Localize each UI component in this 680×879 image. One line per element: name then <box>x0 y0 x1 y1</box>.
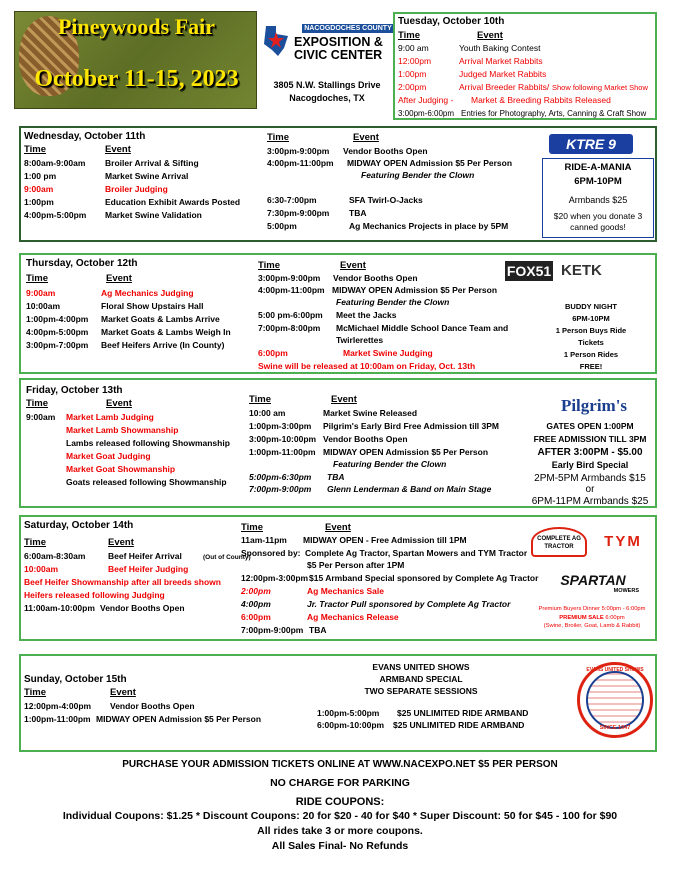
row-event: MIDWAY OPEN Admission $5 Per Person <box>332 285 498 295</box>
row-time: 12:00pm-4:00pm <box>24 701 92 711</box>
event-header: Event <box>106 273 132 284</box>
row-event: Market Swine Validation <box>105 210 202 220</box>
row-time: 6:00pm <box>258 348 288 358</box>
pilgrims-line: Early Bird Special <box>551 460 629 470</box>
row-event: TBA <box>309 625 327 635</box>
row-time: 9:00am <box>24 184 54 194</box>
pilgrims-line: FREE ADMISSION TILL 3PM <box>533 434 647 444</box>
row-event: Jr. Tractor Pull sponsored by Complete Ag Tractor <box>307 599 511 609</box>
row-event: TBA <box>349 208 367 218</box>
tuesday-section <box>393 12 657 120</box>
tuesday-event-header: Event <box>477 30 503 41</box>
ride-a-mania-hours: 6PM-10PM <box>574 176 622 187</box>
pilgrims-line: AFTER 3:00PM - $5.00 <box>537 447 643 458</box>
texas-star-icon <box>262 24 290 58</box>
thursday-section <box>19 253 657 374</box>
spartan-sub: MOWERS <box>613 588 639 594</box>
premium-line: Premium Buyers Dinner 5:00pm - 6:00pm <box>538 606 646 612</box>
row-time: 5:00pm-6:30pm <box>249 472 312 482</box>
row-time: 3:00pm-6:00pm <box>398 109 455 118</box>
row-time: 6:00am-8:30am <box>24 551 86 561</box>
row-time: 10:00am <box>26 301 61 311</box>
row-time: 12:00pm-3:00pm <box>241 573 309 583</box>
pilgrims-line: GATES OPEN 1:00PM <box>546 421 634 431</box>
ride-a-mania-note: $20 when you donate 3 canned goods! <box>553 211 643 232</box>
ktre-logo: KTRE 9 <box>549 134 633 154</box>
row-time: 5:00 pm-6:00pm <box>258 310 323 320</box>
time-header: Time <box>241 522 264 533</box>
row-event: MIDWAY OPEN - Free Admission till 1PM <box>303 535 467 545</box>
footer-parking: NO CHARGE FOR PARKING <box>270 777 410 789</box>
row-event: Market Lamb Judging <box>66 412 154 422</box>
row-event: MIDWAY OPEN Admission $5 Per Person <box>323 447 489 457</box>
row-event: Goats released following Showmanship <box>66 477 227 487</box>
row-time: 7:00pm-9:00pm <box>241 625 304 635</box>
event-header: Event <box>353 132 379 143</box>
row-event-note: Show following Market Show <box>552 83 648 92</box>
row-time: After Judging - <box>398 95 454 105</box>
expo-line1: EXPOSITION & <box>294 35 383 49</box>
row-event: Broiler Arrival & Sifting <box>105 158 199 168</box>
row-event: Glenn Lenderman & Band on Main Stage <box>327 484 492 494</box>
row-event: Meet the Jacks <box>336 310 397 320</box>
row-event-note: Featuring Bender the Clown <box>336 297 450 307</box>
complete-ag-logo: COMPLETE AG TRACTOR <box>531 527 587 557</box>
time-header: Time <box>24 144 47 155</box>
row-event-note: Featuring Bender the Clown <box>333 459 447 469</box>
event-header: Event <box>105 144 131 155</box>
pilgrims-line: 2PM-5PM Armbands $15 <box>534 473 646 484</box>
row-time: 4:00pm-11:00pm <box>258 285 325 295</box>
row-time: 7:00pm-8:00pm <box>258 323 321 333</box>
fair-dates: October 11-15, 2023 <box>34 66 239 92</box>
row-event: Market Goats & Lambs Weigh In <box>101 327 231 337</box>
row-time: 1:00pm-3:00pm <box>249 421 312 431</box>
saturday-title: Saturday, October 14th <box>24 520 134 531</box>
time-header: Time <box>249 394 272 405</box>
row-event: Heifers released following Judging <box>24 590 165 600</box>
evans-line: EVANS UNITED SHOWS <box>372 662 470 672</box>
row-event: $15 Armband Special sponsored by Complete Ag Tractor <box>309 573 539 583</box>
row-event: Beef Heifer Arrival <box>108 551 182 561</box>
tuesday-title: Tuesday, October 10th <box>398 16 505 27</box>
row-event: Vendor Booths Open <box>333 273 418 283</box>
row-time: 10:00 am <box>249 408 286 418</box>
wednesday-title: Wednesday, October 11th <box>24 131 146 142</box>
row-event: Complete Ag Tractor, Spartan Mowers and TYM Tractor <box>305 548 528 558</box>
ketk-logo: KETK <box>561 262 602 279</box>
footer-rides-note: All rides take 3 or more coupons. <box>257 825 423 837</box>
expo-line2: CIVIC CENTER <box>294 48 383 62</box>
footer-tickets: PURCHASE YOUR ADMISSION TICKETS ONLINE AT WWW.NACEXPO.NET $5 PER PERSON <box>122 759 558 770</box>
row-event-note: (Out of County) <box>203 554 251 561</box>
ride-a-mania-box <box>542 158 654 238</box>
row-event: Vendor Booths Open <box>100 603 185 613</box>
row-time: Sponsored by: <box>241 548 301 558</box>
footer-ride-coupons: RIDE COUPONS: <box>295 796 385 808</box>
evans-seal <box>577 662 653 738</box>
row-time: 4:00pm-11:00pm <box>267 158 334 168</box>
session-event: $25 UNLIMITED RIDE ARMBAND <box>397 708 529 718</box>
time-header: Time <box>258 260 281 271</box>
fox51-logo: FOX51 <box>506 263 552 279</box>
time-header: Time <box>26 273 49 284</box>
row-event: Vendor Booths Open <box>110 701 195 711</box>
buddy-night-line: FREE! <box>579 362 603 371</box>
row-event: Education Exhibit Awards Posted <box>105 197 241 207</box>
session-event: $25 UNLIMITED RIDE ARMBAND <box>393 720 525 730</box>
row-time: 1:00 pm <box>24 171 57 181</box>
row-time: 5:00pm <box>267 221 297 231</box>
row-time: 4:00pm-5:00pm <box>24 210 87 220</box>
spartan-logo: SPARTAN <box>560 572 626 588</box>
row-event-note: $5 Per Person after 1PM <box>307 560 405 570</box>
row-time: 2:00pm <box>398 82 427 92</box>
row-time: 11:00am-10:00pm <box>24 603 95 613</box>
row-event: Vendor Booths Open <box>323 434 408 444</box>
row-event: Ag Mechanics Judging <box>101 288 194 298</box>
event-header: Event <box>106 398 132 409</box>
buddy-night-hours: 6PM-10PM <box>572 314 610 323</box>
time-header: Time <box>24 537 47 548</box>
seal-top-text: EVANS UNITED SHOWS <box>586 667 644 673</box>
row-time: 3:00pm-9:00pm <box>267 146 330 156</box>
pilgrims-line: 6PM-11PM Armbands $25 <box>531 496 649 507</box>
swine-release-note: Swine will be released at 10:00am on Friday, Oct. 13th <box>258 361 476 371</box>
row-time: 9:00 am <box>398 43 429 53</box>
saturday-section <box>19 515 657 641</box>
row-time: 9:00am <box>26 288 56 298</box>
row-time: 7:30pm-9:00pm <box>267 208 330 218</box>
row-event: McMichael Middle School Dance Team and <box>336 323 509 333</box>
row-time: 1:00pm-4:00pm <box>26 314 89 324</box>
row-event: Market Swine Released <box>323 408 418 418</box>
pilgrims-line: or <box>585 484 595 495</box>
row-event: SFA Twirl-O-Jacks <box>349 195 423 205</box>
row-event: MIDWAY OPEN Admission $5 Per Person <box>96 714 262 724</box>
address-line1: 3805 N.W. Stallings Drive <box>273 80 381 90</box>
row-time: 3:00pm-9:00pm <box>258 273 321 283</box>
ride-a-mania-price: Armbands $25 <box>568 195 628 205</box>
row-event: Market & Breeding Rabbits Released <box>471 95 611 105</box>
row-event: Market Swine Arrival <box>105 171 189 181</box>
row-event: Arrival Breeder Rabbits/ <box>459 82 550 92</box>
row-event: Vendor Booths Open <box>343 146 428 156</box>
session-time: 6:00pm-10:00pm <box>317 720 385 730</box>
tuesday-time-header: Time <box>398 30 421 41</box>
event-header: Event <box>325 522 351 533</box>
row-time: 4:00pm <box>241 599 271 609</box>
row-event-note: Featuring Bender the Clown <box>361 170 475 180</box>
row-time: 7:00pm-9:00pm <box>249 484 312 494</box>
pilgrims-logo: Pilgrim's <box>560 396 628 415</box>
row-time: 3:00pm-7:00pm <box>26 340 89 350</box>
ride-a-mania-title: RIDE-A-MANIA <box>564 162 632 173</box>
row-time: 4:00pm-5:00pm <box>26 327 89 337</box>
row-event: MIDWAY OPEN Admission $5 Per Person <box>347 158 513 168</box>
time-header: Time <box>26 398 49 409</box>
address-line2: Nacogdoches, TX <box>289 93 365 103</box>
row-time: 2:00pm <box>241 586 271 596</box>
premium-sale-block <box>527 605 657 631</box>
footer-coupon-prices: Individual Coupons: $1.25 * Discount Coupons: 20 for $20 - 40 for $40 * Super Discount: 50 for $45 - 100 for $90 <box>62 810 618 822</box>
tym-logo: TYM <box>604 533 642 550</box>
row-time: 1:00pm <box>24 197 54 207</box>
friday-section <box>19 378 657 508</box>
premium-sale-label: PREMIUM SALE <box>559 614 604 621</box>
row-event: Market Swine Judging <box>343 348 433 358</box>
buddy-night-line: 1 Person Rides <box>563 350 619 359</box>
row-event: Arrival Market Rabbits <box>459 56 543 66</box>
footer-final: All Sales Final- No Refunds <box>271 840 409 852</box>
row-event: Entries for Photography, Arts, Canning & Craft Show <box>461 109 647 118</box>
sunday-title: Sunday, October 15th <box>24 674 127 685</box>
row-time: 6:00pm <box>241 612 271 622</box>
row-event: Twirlerettes <box>336 335 384 345</box>
friday-title: Friday, October 13th <box>26 385 123 396</box>
row-event: Beef Heifers Arrive (In County) <box>101 340 225 350</box>
row-event: Market Goat Judging <box>66 451 151 461</box>
row-event: Ag Mechanics Projects in place by 5PM <box>349 221 509 231</box>
row-time: 1:00pm-11:00pm <box>249 447 316 457</box>
row-event: TBA <box>327 472 345 482</box>
row-event: Market Goat Showmanship <box>66 464 176 474</box>
row-event: Judged Market Rabbits <box>459 69 547 79</box>
buddy-night-title: BUDDY NIGHT <box>565 302 617 311</box>
event-header: Event <box>108 537 134 548</box>
thursday-title: Thursday, October 12th <box>26 258 138 269</box>
row-time: 10:00am <box>24 564 59 574</box>
evans-block <box>321 661 521 697</box>
row-event: Market Lamb Showmanship <box>66 425 179 435</box>
buddy-night-line: Tickets <box>578 338 604 347</box>
fair-title: Pineywoods Fair <box>57 14 216 39</box>
row-time: 12:00pm <box>398 56 432 66</box>
row-time: 6:30-7:00pm <box>267 195 317 205</box>
row-time: 9:00am <box>26 412 56 422</box>
row-event: Lambs released following Showmanship <box>66 438 230 448</box>
row-time: 8:00am-9:00am <box>24 158 86 168</box>
row-event: Beef Heifer Judging <box>108 564 189 574</box>
evans-line: ARMBAND SPECIAL <box>379 674 463 684</box>
row-event: Market Goats & Lambs Arrive <box>101 314 220 324</box>
wednesday-section <box>19 126 657 242</box>
session-time: 1:00pm-5:00pm <box>317 708 380 718</box>
seal-inner <box>586 671 644 729</box>
time-header: Time <box>24 687 47 698</box>
event-header: Event <box>110 687 136 698</box>
expo-county: NACOGDOCHES COUNTY <box>302 24 394 33</box>
row-event: Pilgrim's Early Bird Free Admission till 3PM <box>323 421 500 431</box>
row-time: 1:00pm-11:00pm <box>24 714 91 724</box>
premium-line: (Swine, Broiler, Goat, Lamb & Rabbit) <box>543 623 641 629</box>
buddy-night-block <box>533 301 649 373</box>
row-event: Youth Baking Contest <box>459 43 541 53</box>
fair-banner <box>14 11 257 109</box>
row-event: Ag Mechanics Sale <box>307 586 385 596</box>
premium-sale-time: 6:00pm <box>605 614 625 621</box>
pilgrims-block <box>521 420 659 508</box>
buddy-night-line: 1 Person Buys Ride <box>555 326 627 335</box>
evans-line: TWO SEPARATE SESSIONS <box>364 686 478 696</box>
time-header: Time <box>267 132 290 143</box>
event-header: Event <box>340 260 366 271</box>
sunday-section <box>19 654 657 752</box>
row-time: 3:00pm-10:00pm <box>249 434 317 444</box>
row-event: Ag Mechanics Release <box>307 612 399 622</box>
row-time: 11am-11pm <box>241 535 287 545</box>
row-event: Broiler Judging <box>105 184 168 194</box>
row-event: Beef Heifer Showmanship after all breeds shown <box>24 577 221 587</box>
row-time: 1:00pm <box>398 69 427 79</box>
seal-bottom-text: SINCE 1947 <box>599 725 631 731</box>
event-header: Event <box>331 394 357 405</box>
row-event: Floral Show Upstairs Hall <box>101 301 204 311</box>
